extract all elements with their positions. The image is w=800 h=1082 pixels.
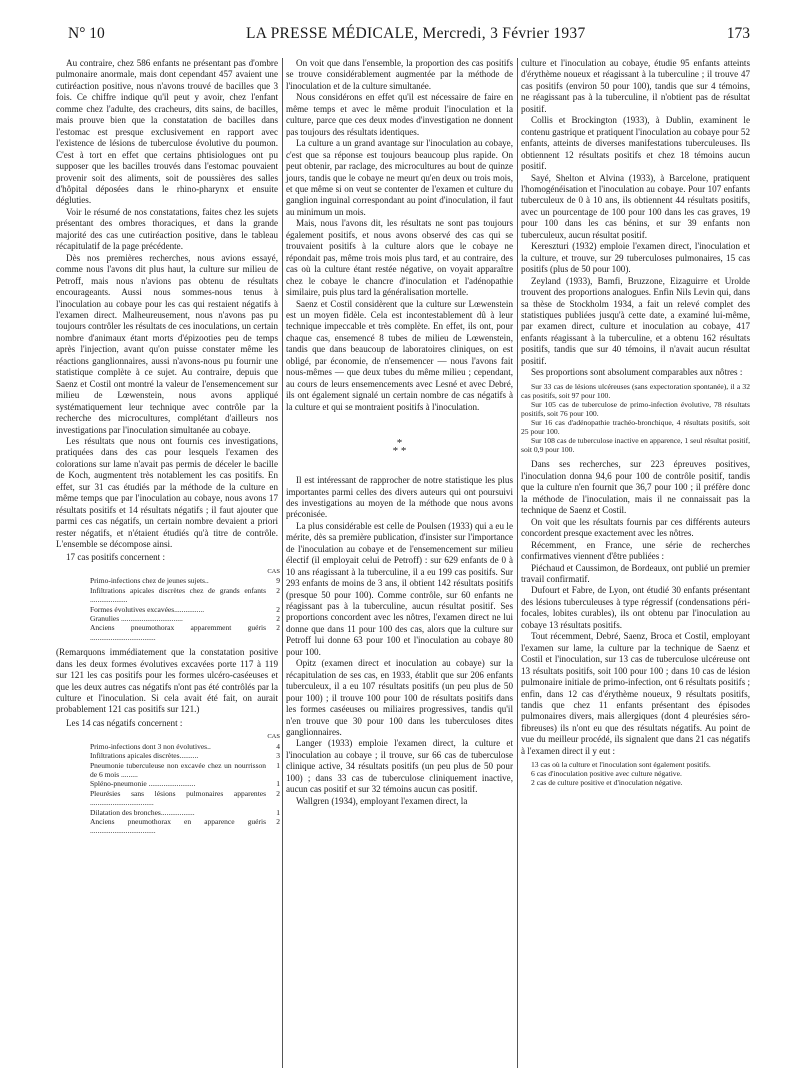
paragraph: La plus considérable est celle de Poulsen (1933) qui a eu le mérite, dès sa première publication, d'insister sur l'importance de l'inoculation au cobaye et de l'ensemencement sur milieu électif (il employait celui de Petroff) : sur 629 enfants de 0 à 10 ans réagissant à la tuberculine, il a eu 199 cas positifs. Sur 293 enfants de moins de 3 ans, il obtient 142 résultats positifs (presque 50 pour 100). Comme contrôle, sur 60 enfants ne réagissant pas à la tuberculine, aucun résultat positif. Ses proportions concordent avec les nôtres, l'examen direct ne lui donne que dans 11 pour 100 des cas, alors que la culture sur Petroff lui donne 63 pour 100 et l'inoculation au cobaye 80 pour 100. <box>286 520 513 657</box>
table-row <box>90 614 280 623</box>
row-label: Infiltrations apicales discrètes chez de grands enfants .................... <box>90 585 266 605</box>
table-header-row <box>90 732 280 741</box>
row-label: Primo-infections chez de jeunes sujets.. <box>90 576 209 586</box>
paragraph: Saenz et Costil considèrent que la culture sur Lœwenstein est un moyen fidèle. Cela est incontestablement dû à leur technique impeccable et très complète. En effet, ils ont, pour chaque cas, ensemencé 8 tubes de milieu de Lœwenstein, tandis que dans beaucoup de laboratoires cliniques, on est obligé, par économie, de n'ensemencer — nous l'avons fait nous-mêmes — que deux tubes du même milieu ; cependant, au cours de leurs ensemencements avec Lesné et avec Debré, ils ont également signalé un certain nombre de cas négatifs à la culture et qui se montraient positifs à l'inoculation. <box>286 298 513 412</box>
positive-cases-table <box>90 567 280 642</box>
row-label: Pleurésies sans lésions pulmonaires apparentes .................................. <box>90 788 266 808</box>
table-row <box>90 751 280 760</box>
statistic-line: Sur 108 cas de tuberculose inactive en apparence, 1 seul résultat positif, soit 0,9 pour 100. <box>521 436 750 455</box>
row-count: 2 <box>276 585 280 595</box>
paragraph: Opitz (examen direct et inoculation au cobaye) sur la récapitulation de ses cas, en 1933, établit que sur 206 enfants tuberculeux, il a eu 107 résultats positifs (un peu plus de 50 pour 100) ; il trouve 100 pour 100 de résultats positifs dans les formes caséeuses ou miliaires progressives, tandis qu'il n'en trouve que 30 pour 100 dans les tuberculoses dites ganglionnaires. <box>286 658 513 738</box>
table-row <box>90 576 280 585</box>
paragraph: Ses proportions sont absolument comparables aux nôtres : <box>531 367 743 378</box>
row-label: Anciens pneumothorax en apparence guéris ................................... <box>90 817 266 836</box>
row-label: Dilatation des bronches.................. <box>90 807 195 817</box>
section-separator: * * * <box>392 437 407 458</box>
issue-number: N° 10 <box>68 25 105 42</box>
row-count: 4 <box>276 741 280 751</box>
statistic-line: 2 cas de culture positive et d'inoculation négative. <box>531 778 683 788</box>
paragraph: Kereszturi (1932) emploie l'examen direct, l'inoculation et la culture, et trouve, sur 29 tuberculoses pulmonaires, 15 cas positifs (plus de 50 pour 100). <box>521 241 750 275</box>
paragraph: La culture a un grand avantage sur l'inoculation au cobaye, c'est que sa réponse est toujours beaucoup plus rapide. On peut obtenir, par raclage, des microcultures au bout de quinze jours, tandis que le cobaye ne meurt qu'en deux ou trois mois, et que même si on veut se contenter de l'examen et culture du ganglion inguinal correspondant au point d'inoculation, il faut au minimum un mois. <box>286 138 513 217</box>
statistic-line: Sur 16 cas d'adénopathie trachéo-bronchique, 4 résultats positifs, soit 25 pour 100. <box>521 418 750 437</box>
paragraph: Nous considérons en effet qu'il est nécessaire de faire en même temps et avec le même produit l'inoculation et la culture, parce que ces deux modes d'investigation ne donnent pas toujours des résultats identiques. <box>286 92 513 137</box>
table-row <box>90 817 280 836</box>
row-label: Granulies ................................. <box>90 613 183 623</box>
table-row <box>90 623 280 642</box>
column-header: CAS <box>267 567 280 575</box>
column-header: CAS <box>267 733 280 741</box>
column-3 <box>521 58 750 793</box>
row-count: 2 <box>276 817 280 827</box>
column-1 <box>56 58 278 841</box>
row-count: 1 <box>276 760 280 770</box>
page-header <box>68 25 750 47</box>
row-label: Anciens pneumothorax apparemment guéris ................................... <box>90 623 266 642</box>
column-rule <box>282 58 283 1068</box>
paragraph: On voit que les résultats fournis par ces différents auteurs concordent presque exactement avec les nôtres. <box>521 516 750 539</box>
levin-statistics <box>521 382 750 455</box>
paragraph: Zeyland (1933), Bamfi, Bruzzone, Eizaguirre et Urolde trouvent des proportions analogues. Enfin Nils Levin qui, dans sa thèse de Stockholm 1934, a fait un relevé complet des statistiques publiées jusqu'à cette date, a examiné lui-même, par examen direct, culture et inoculation au cobaye, 417 enfants réagissant à la tuberculine, et a obtenu 162 résultats positifs, tandis que sur 40 témoins, il n'avait aucun résultat positif. <box>521 275 750 366</box>
paragraph: Les résultats que nous ont fournis ces investigations, pratiquées dans des cas pour lesquels l'examen des colorations sur lame n'avait pas permis de déceler le bacille de Koch, augmentent très notablement les cas positifs. En effet, sur 31 cas étudiés par la méthode de la culture en même temps que par l'inoculation au cobaye, nous avons 17 résultats positifs et 14 résultats négatifs ; il faut ajouter que parmi ces cas négatifs, un certain nombre devaient a priori rester négatifs, et n'étaient étudiés qu'à titre de contrôle. L'ensemble se décompose ainsi. <box>56 435 278 550</box>
paragraph: Wallgren (1934), employant l'examen direct, la <box>296 795 468 806</box>
column-2 <box>286 58 513 807</box>
paragraph: Sayé, Shelton et Alvina (1933), à Barcelone, pratiquent l'homogénéisation et l'inoculation au cobaye. Pour 107 enfants tuberculeux de 0 à 10 ans, ils obtiennent 44 résultats positifs, avec un pourcentage de 100 pour 100 dans les cas graves, 19 pour 100 dans les cas bénins, et sur 39 enfants non tuberculeux, aucun résultat positif. <box>521 172 750 240</box>
paragraph: Dans ses recherches, sur 223 épreuves positives, l'inoculation donna 94,6 pour 100 de contrôle positif, tandis que la culture n'en fournit que 36,7 pour 100 ; il préfère donc la méthode de l'inoculation, mais il ne connaissait pas la technique de Saenz et Costil. <box>521 459 750 516</box>
row-count: 1 <box>276 779 280 789</box>
table-row <box>90 808 280 817</box>
paragraph: Tout récemment, Debré, Saenz, Broca et Costil, employant l'examen sur lame, la culture par la technique de Saenz et Costil et l'inoculation, sur 13 cas de tuberculose ulcéreuse ont 13 résultats positifs, soit 100 pour 100 ; dans 10 cas de lésion pulmonaire initiale de primo-infection, ont 6 résultats positifs ; enfin, dans 12 cas d'érythème noueux, 9 résultats positifs, tandis que chez 11 enfants présentant des épisodes pulmonaires divers, mais allergiques (dont 4 pleurésies séro-fibreuses) ils n'ont eu que des résultats négatifs. Au point de vue du meilleur procédé, ils signalent que dans 21 cas négatifs à l'examen direct il y eut : <box>521 631 750 756</box>
row-count: 1 <box>276 807 280 817</box>
row-count: 2 <box>276 613 280 623</box>
table-row <box>90 605 280 614</box>
paragraph: Récemment, en France, une série de recherches confirmatives viennent d'être publiées : <box>521 539 750 562</box>
paragraph: Collis et Brockington (1933), à Dublin, examinent le contenu gastrique et pratiquent l'inoculation au cobaye pour 52 enfants, atteints de diverses manifestations tuberculeuses. Ils obtiennent 12 résultats positifs et chez 18 témoins aucun positif. <box>521 115 750 172</box>
row-label: Formes évolutives excavées................ <box>90 604 205 614</box>
row-count: 9 <box>276 576 280 586</box>
column-rule <box>517 58 518 1068</box>
row-count: 2 <box>276 788 280 798</box>
paragraph: On voit que dans l'ensemble, la proportion des cas positifs se trouve considérablement augmentée par la méthode de l'inoculation et de la culture simultanée. <box>286 58 513 91</box>
statistic-line: 6 cas d'inoculation positive avec culture négative. <box>531 769 682 779</box>
statistic-line: 13 cas où la culture et l'inoculation sont également positifs. <box>531 760 711 770</box>
paragraph: culture et l'inoculation au cobaye, étudie 95 enfants atteints d'érythème noueux et réagissant à la tuberculine ; il trouve 47 cas positifs (environ 50 pour 100), tandis que sur 4 témoins, ne réagissant pas à la tuberculine, il n'obtient pas de résultat positif. <box>521 58 750 114</box>
paragraph: Il est intéressant de rapprocher de notre statistique les plus importantes parmi celles des divers auteurs qui ont poursuivi des investigations au moyen de la méthode que nous avons préconisée. <box>286 475 513 520</box>
paragraph: (Remarquons immédiatement que la constatation positive dans les deux formes évolutives excavées porte 117 à 119 sur 121 les cas positifs pour les formes ulcéro-caséeuses et que les deux autres cas négatifs n'ont pas été contrôlés par la culture et l'inoculation. Si cela avait été fait, on aurait probablement 121 cas positifs sur 121.) <box>56 647 278 715</box>
row-count: 2 <box>276 623 280 633</box>
statistic-line: Sur 105 cas de tuberculose de primo-infection évolutive, 78 résultats positifs, soit 76 pour 100. <box>521 399 750 418</box>
row-label: Pneumonie tuberculeuse non excavée chez un nourrisson de 6 mois ......... <box>90 760 266 779</box>
negative-cases-table <box>90 732 280 835</box>
table-row <box>90 742 280 751</box>
page-number: 173 <box>726 25 750 42</box>
table-row <box>90 779 280 788</box>
row-label: Spléno-pneumonie ......................... <box>90 779 196 789</box>
row-label: Primo-infections dont 3 non évolutives.. <box>90 741 211 751</box>
paragraph: Dès nos premières recherches, nous avions essayé, comme nous l'avons dit plus haut, la culture sur milieu de Petroff, mais nous n'avions pas obtenu de résultats encourageants. Aussi nous sommes-nous tenus à l'inoculation au cobaye pour les cas qui restaient négatifs à l'examen direct. Malheureusement, nous n'avons pas pu toujours contrôler les résultats de ces inoculations, un certain nombre d'animaux étant morts d'épizooties peu de temps après l'injection, avant qu'on puisse constater même les réactions ganglionnaires, aussi n'avons-nous pu fournir une statistique complète à ce sujet. Au contraire, depuis que Saenz et Costil ont montré la valeur de l'ensemencement sur milieu de Lœwenstein, nous avons appliqué systématiquement leur technique avec contrôle par la recherche des microcultures, complétant d'ailleurs nos investigations par l'inoculation simultanée au cobaye. <box>56 252 278 435</box>
paragraph: Mais, nous l'avons dit, les résultats ne sont pas toujours également positifs, et nous avons observé des cas qui se trouvaient positifs à la culture alors que le cobaye ne répondait pas, même trois mois plus tard, et au contraire, des cas où la culture étant restée négative, on voyait apparaître chez le cobaye le chancre d'inoculation et l'adénopathie similaire, puis plus tard la généralisation mortelle. <box>286 218 513 298</box>
paragraph: Au contraire, chez 586 enfants ne présentant pas d'ombre pulmonaire anormale, mais dont cependant 457 avaient une cutiréaction positive, nous n'avons trouvé de bacilles que 3 fois. Ce chiffre indique qu'il peut y avoir, chez l'enfant comme chez l'adulte, des cracheurs, dits sains, de bacilles, mais prouve bien que la constatation de bacilles dans l'estomac est presque exclusivement en rapport avec l'existence de lésions de tuberculose évolutive du poumon. C'est à tort en effet que certains phtisiologues ont pu supposer que les bacilles trouvés dans l'estomac pouvaient provenir soit des aliments, soit de poussières des salles d'hôpital déposées dans le rhino-pharynx et ensuite dégluties. <box>56 58 278 206</box>
table-row <box>90 789 280 808</box>
paragraph: Langer (1933) emploie l'examen direct, la culture et l'inoculation au cobaye ; il trouve, sur 66 cas de tuberculose clinique active, 34 résultats positifs (un peu plus de 50 pour 100) ; dans 33 cas de tuberculose cliniquement inactive, aucun cas positif et sur 32 témoins aucun cas positif. <box>286 738 513 795</box>
paragraph: Piéchaud et Caussimon, de Bordeaux, ont publié un premier travail confirmatif. <box>521 562 750 584</box>
debre-statistics <box>521 760 750 787</box>
table-header-row <box>90 567 280 576</box>
journal-title: LA PRESSE MÉDICALE, Mercredi, 3 Février 1937 <box>246 25 586 42</box>
row-count: 3 <box>276 751 280 761</box>
table-label: 17 cas positifs concernent : <box>66 552 165 563</box>
table-label: Les 14 cas négatifs concernent : <box>66 717 183 728</box>
paragraph: Dufourt et Fabre, de Lyon, ont étudié 30 enfants présentant des lésions tuberculeuses à type régressif (condensations péri-focales, lobites curables), ils ont obtenu par l'inoculation au cobaye 13 résultats positifs. <box>521 585 750 630</box>
row-count: 2 <box>276 604 280 614</box>
row-label: Infiltrations apicales discrètes.......... <box>90 751 199 761</box>
paragraph: Voir le résumé de nos constatations, faites chez les sujets présentant des ombres thoraciques, et dans la grande majorité des cas une cutiréaction positive, dans le tableau récapitulatif de la page précédente. <box>56 206 278 252</box>
table-row <box>90 586 280 605</box>
statistic-line: Sur 33 cas de lésions ulcéreuses (sans expectoration spontanée), il a 32 cas positifs, soit 97 pour 100. <box>521 381 750 400</box>
table-row <box>90 761 280 780</box>
